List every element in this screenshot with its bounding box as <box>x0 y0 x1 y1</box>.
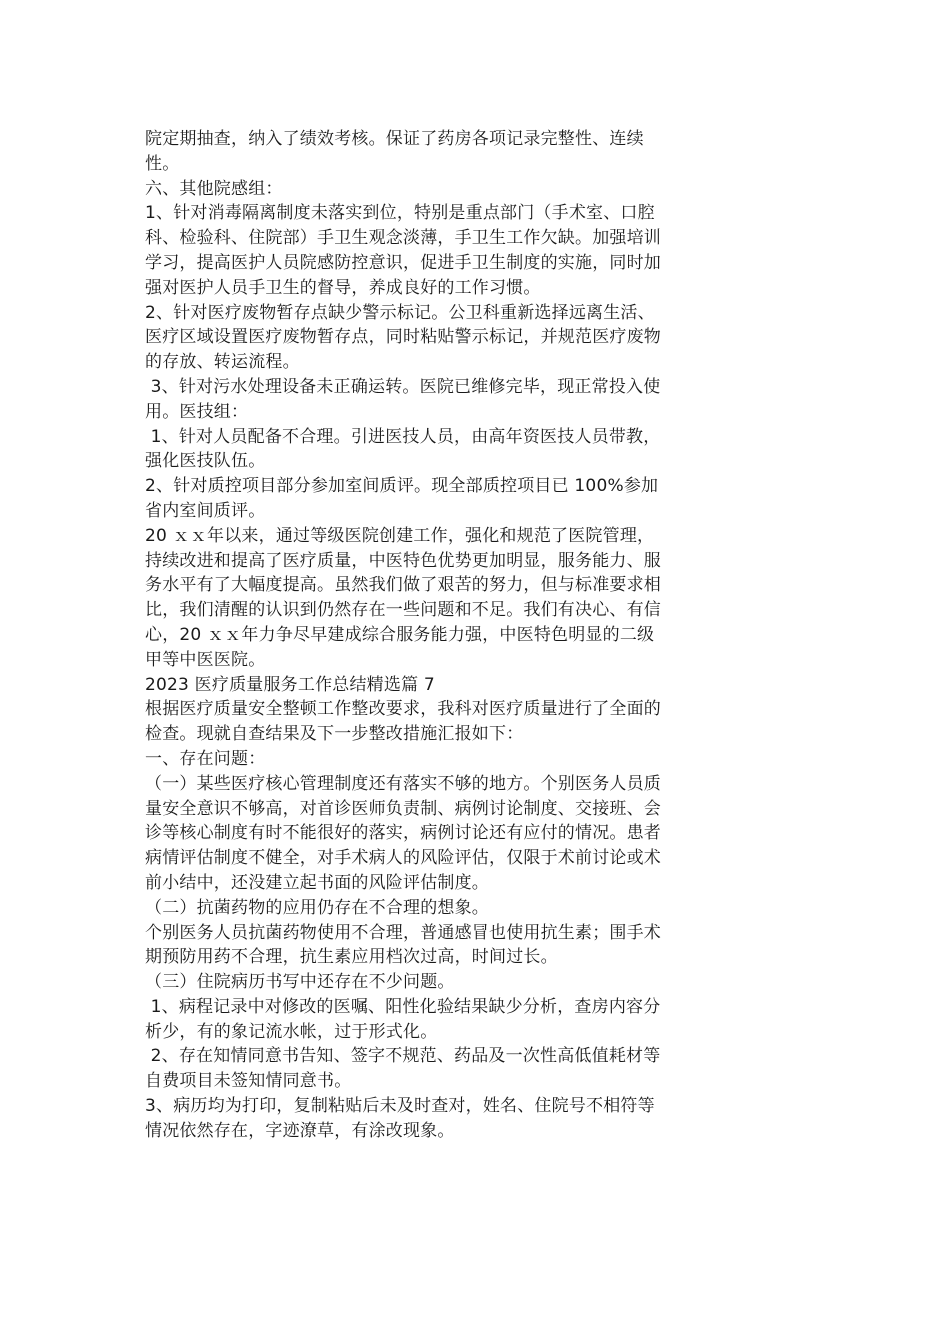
paragraph: 20 ｘｘ年以来，通过等级医院创建工作，强化和规范了医院管理，持续改进和提高了医疗质量，中医特色优势更加明显，服务能力、服务水平有了大幅度提高。虽然我们做了艰苦的努力，但与标准要求相比，我们清醒的认识到仍然存在一些问题和不足。我们有决心、有信心，20 ｘｘ年力争尽早建成综合服务能力强，中医特色明显的二级甲等中医医院。 <box>145 525 661 670</box>
article-title: 2023 医疗质量服务工作总结精选篇 7 <box>145 674 435 695</box>
subsection-heading: （三）住院病历书写中还存在不少问题。 <box>145 972 455 993</box>
paragraph: 院定期抽查，纳入了绩效考核。保证了药房各项记录完整性、连续性。 <box>145 129 644 174</box>
section-heading: 六、其他院感组： <box>145 178 283 199</box>
section-heading: 一、存在问题： <box>145 748 266 769</box>
paragraph: 1、针对消毒隔离制度未落实到位，特别是重点部门（手术室、口腔科、检验科、住院部）手卫生观念淡薄，手卫生工作欠缺。加强培训学习，提高医护人员院感防控意识，促进手卫生制度的实施，同时加强对医护人员手卫生的督导，养成良好的工作习惯。 <box>145 203 661 298</box>
paragraph: 3、针对污水处理设备未正确运转。医院已维修完毕，现正常投入使用。医技组： <box>145 376 661 422</box>
paragraph: 1、病程记录中对修改的医嘱、阳性化验结果缺少分析，查房内容分析少，有的象记流水帐，过于形式化。 <box>145 996 661 1042</box>
paragraph: 1、针对人员配备不合理。引进医技人员，由高年资医技人员带教，强化医技队伍。 <box>145 426 661 472</box>
paragraph: 2、针对质控项目部分参加室间质评。现全部质控项目已 100%参加省内室间质评。 <box>145 476 659 521</box>
document-body <box>145 127 670 1144</box>
paragraph: （一）某些医疗核心管理制度还有落实不够的地方。个别医务人员质量安全意识不够高，对首诊医师负责制、病例讨论制度、交接班、会诊等核心制度有时不能很好的落实，病例讨论还有应付的情况。患者病情评估制度不健全，对手术病人的风险评估，仅限于术前讨论或术前小结中，还没建立起书面的风险评估制度。 <box>145 773 661 893</box>
paragraph: 根据医疗质量安全整顿工作整改要求，我科对医疗质量进行了全面的检查。现就自查结果及下一步整改措施汇报如下： <box>145 699 661 745</box>
paragraph: 个别医务人员抗菌药物使用不合理，普通感冒也使用抗生素；围手术期预防用药不合理，抗生素应用档次过高，时间过长。 <box>145 922 661 968</box>
paragraph: 3、病历均为打印，复制粘贴后未及时查对，姓名、住院号不相符等情况依然存在，字迹潦草，有涂改现象。 <box>145 1096 655 1141</box>
paragraph: 2、存在知情同意书告知、签字不规范、药品及一次性高低值耗材等自费项目未签知情同意书。 <box>145 1046 661 1092</box>
subsection-heading: （二）抗菌药物的应用仍存在不合理的想象。 <box>145 897 489 918</box>
paragraph: 2、针对医疗废物暂存点缺少警示标记。公卫科重新选择远离生活、医疗区域设置医疗废物暂存点，同时粘贴警示标记，并规范医疗废物的存放、转运流程。 <box>145 302 661 373</box>
